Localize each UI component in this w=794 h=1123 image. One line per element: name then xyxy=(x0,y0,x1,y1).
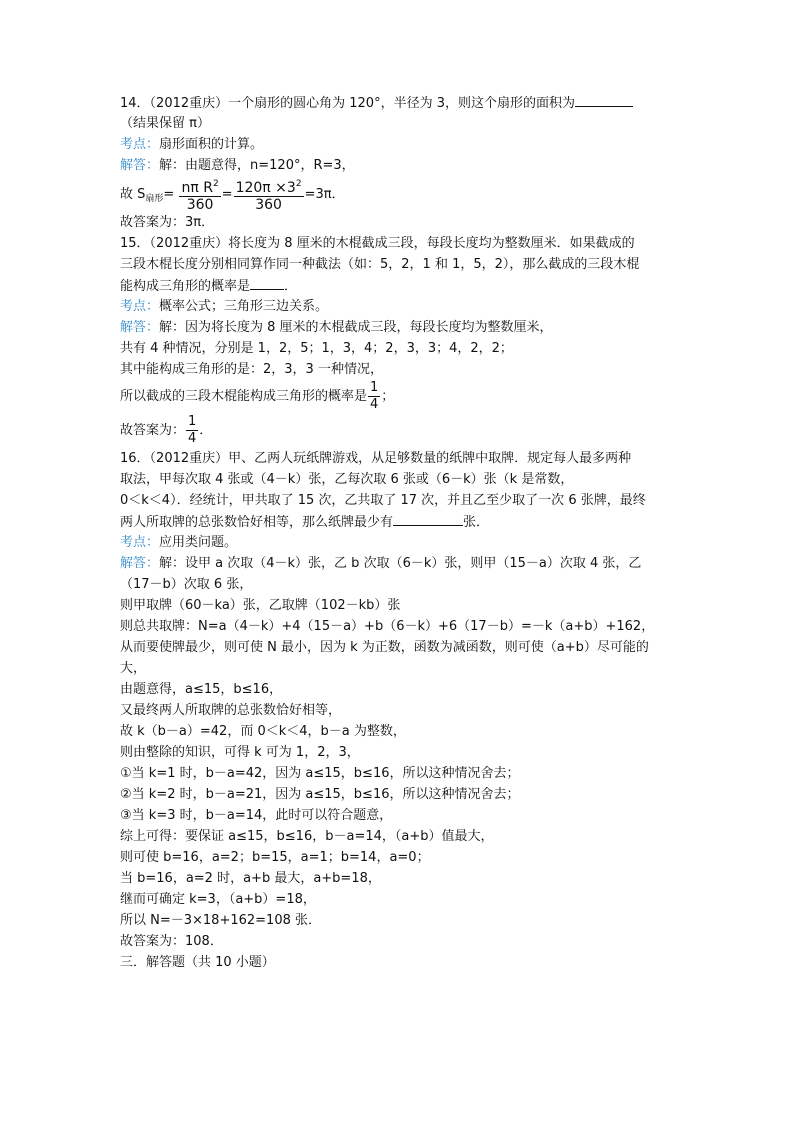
q16-step-9: 则由整除的知识，可得 k 可为 1，2，3， xyxy=(120,745,360,760)
kaodian-label: 考点： xyxy=(120,535,160,550)
q16-answer-blank xyxy=(393,511,463,526)
q16-step-2: 则甲取牌（60－ka）张，乙取牌（102－kb）张 xyxy=(120,598,401,613)
q15-line-3 xyxy=(120,275,680,296)
q16-step-8: 故 k（b－a）=42，而 0＜k＜4，b－a 为整数， xyxy=(120,724,406,739)
q15-line-2: 三段木棍长度分别相同算作同一种截法（如：5，2，1 和 1，5，2），那么截成的三段木棍 xyxy=(120,257,640,272)
q15-answer xyxy=(120,414,680,448)
q16-line-3: 0＜k＜4）．经统计，甲共取了 15 次，乙共取了 17 次，并且乙至少取了一次 6 张牌，最终 xyxy=(120,493,646,508)
q16-step-13: 综上可得：要保证 a≤15，b≤16，b－a=14，（a+b）值最大， xyxy=(120,829,494,844)
q16-kaodian-text: 应用类问题。 xyxy=(159,535,238,550)
q15-fraction xyxy=(368,380,380,413)
q16-step-12: ③当 k=3 时，b－a=14，此时可以符合题意， xyxy=(120,808,393,823)
q14-jieda xyxy=(120,155,680,176)
q15-solution-3 xyxy=(120,380,680,414)
q16-jieda-text: 解：设甲 a 次取（4－k）张，乙 b 次取（6－k）张，则甲（15－a）次取 4 张，乙 xyxy=(159,556,642,571)
q15-answer-end: ． xyxy=(199,423,213,438)
q16-step-10: ①当 k=1 时，b－a=42，因为 a≤15，b≤16，所以这种情况舍去； xyxy=(120,766,520,781)
q14-formula-sub: 扇形 xyxy=(145,194,164,204)
q16-line-4-text: 两人所取牌的总张数恰好相等，那么纸牌最少有 xyxy=(120,515,394,530)
q16-line-1: 16．（2012重庆）甲、乙两人玩纸牌游戏，从足够数量的纸牌中取牌．规定每人最多两种 xyxy=(120,451,632,466)
jieda-label: 解答： xyxy=(120,320,160,335)
q14-fraction-2 xyxy=(234,176,304,213)
q16-step-1: （17－b）次取 6 张， xyxy=(120,577,253,592)
q15-kaodian xyxy=(120,296,680,317)
q15-solution-3-end: ； xyxy=(381,389,395,404)
q14-frac1-den: 360 xyxy=(186,197,214,213)
kaodian-label: 考点： xyxy=(120,299,160,314)
q14-frac2-den: 360 xyxy=(255,197,282,213)
q16-step-16: 继而可确定 k=3，（a+b）=18， xyxy=(120,892,316,907)
q14-kaodian-text: 扇形面积的计算。 xyxy=(159,137,264,152)
q14-text: 14．（2012重庆）一个扇形的圆心角为 120°，半径为 3，则这个扇形的面积为 xyxy=(120,96,575,111)
q16-step-17: 所以 N=－3×18+162=108 张． xyxy=(120,913,321,928)
q14-suffix: （结果保留 π） xyxy=(120,116,210,131)
q16-step-11: ②当 k=2 时，b－a=21，因为 a≤15，b≤16，所以这种情况舍去； xyxy=(120,787,520,802)
q15-answer-blank xyxy=(250,275,284,290)
jieda-label: 解答： xyxy=(120,556,160,571)
q14-kaodian xyxy=(120,134,680,155)
q14-frac2-sup: 2 xyxy=(295,179,302,189)
q15-jieda xyxy=(120,317,680,338)
q15-jieda-text: 解：因为将长度为 8 厘米的木棍截成三段，每段长度均为整数厘米， xyxy=(159,320,553,335)
q16-step-7: 又最终两人所取牌的总张数恰好相等， xyxy=(120,703,342,718)
q15-solution-2: 其中能构成三角形的是：2，3，3 一种情况， xyxy=(120,362,383,377)
q16-line-4 xyxy=(120,511,680,532)
q15-solution-3-text: 所以截成的三段木棍能构成三角形的概率是 xyxy=(120,389,368,404)
kaodian-label: 考点： xyxy=(120,137,160,152)
q14-formula xyxy=(120,176,680,212)
q15-solution-1: 共有 4 种情况，分别是 1，2，5；1，3，4；2，3，3；4，2，2； xyxy=(120,341,513,356)
jieda-label: 解答： xyxy=(120,158,160,173)
q16-step-15: 当 b=16，a=2 时，a+b 最大，a+b=18， xyxy=(120,871,381,886)
q16-line-2: 取法，甲每次取 4 张或（4－k）张，乙每次取 6 张或（6－k）张（k 是常数， xyxy=(120,472,574,487)
q14-eq: = xyxy=(163,187,175,202)
q15-frac-den: 4 xyxy=(370,397,379,412)
q15-kaodian-text: 概率公式；三角形三边关系。 xyxy=(159,299,329,314)
q16-step-6: 由题意得，a≤15，b≤16， xyxy=(120,682,283,697)
q15-answer-text: 故答案为： xyxy=(120,423,186,438)
q16-step-14: 则可使 b=16，a=2；b=15，a=1；b=14，a=0； xyxy=(120,850,430,865)
q14-formula-result: =3π． xyxy=(304,187,345,202)
q16-step-3: 则总共取牌：N=a（4－k）+4（15－a）+b（6－k）+6（17－b）=－k（a+b）+162， xyxy=(120,619,655,634)
q14-formula-prefix: 故 S xyxy=(120,187,146,202)
q14-eq2: = xyxy=(221,187,233,202)
q15-line-3-text: 能构成三角形的概率是 xyxy=(120,279,251,294)
q16-step-4: 从而要使牌最少，则可使 N 最小，因为 k 为正数，函数为减函数，则可使（a+b）尽可能的 xyxy=(120,640,649,655)
q14-stem xyxy=(120,92,680,113)
q16-jieda xyxy=(120,553,680,574)
q15-answer-frac-num: 1 xyxy=(188,414,197,429)
q14-frac1-num: nπ R xyxy=(181,180,213,196)
q16-step-5: 大， xyxy=(120,661,147,676)
q14-fraction-1 xyxy=(179,176,220,213)
q14-answer: 故答案为：3π． xyxy=(120,215,215,230)
q15-answer-fraction xyxy=(186,414,198,447)
q14-answer-blank xyxy=(575,92,633,107)
q16-answer: 故答案为：108． xyxy=(120,934,223,949)
q15-answer-frac-den: 4 xyxy=(188,431,197,446)
q15-line-1: 15．（2012重庆）将长度为 8 厘米的木棍截成三段，每段长度均为整数厘米．如果截成的 xyxy=(120,236,635,251)
q15-line-3-end: ． xyxy=(284,279,298,294)
section-3-heading: 三．解答题（共 10 小题） xyxy=(120,955,275,970)
q16-kaodian xyxy=(120,532,680,553)
q14-jieda-text: 解：由题意得，n=120°，R=3， xyxy=(159,158,355,173)
q15-frac-num: 1 xyxy=(370,380,379,395)
document-page xyxy=(120,92,680,973)
q14-frac2-num: 120π ×3 xyxy=(235,180,296,196)
q14-frac1-sup: 2 xyxy=(212,179,219,189)
q16-line-4-end: 张． xyxy=(463,515,490,530)
